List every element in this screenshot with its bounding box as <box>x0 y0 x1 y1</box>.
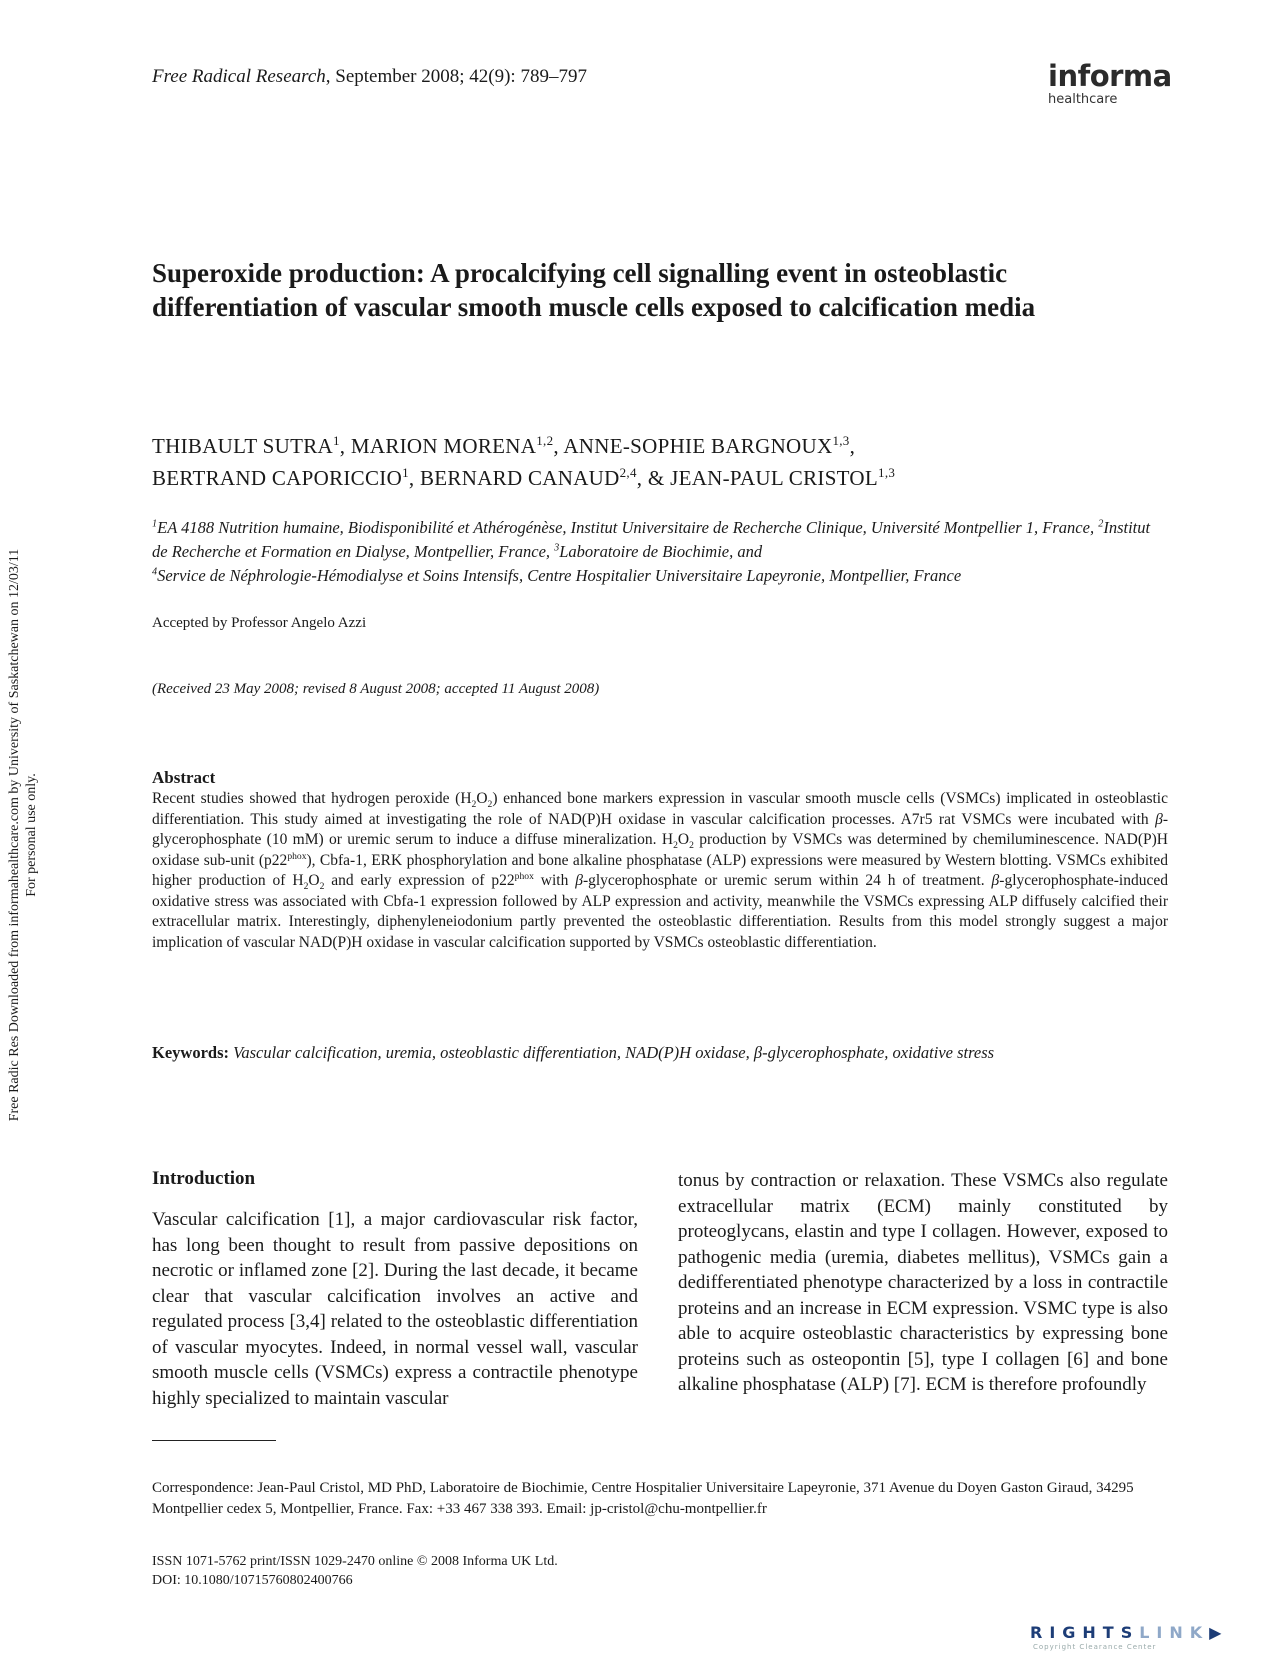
author-affil-mark: 1,2 <box>536 433 554 448</box>
affil-number: 2 <box>1098 518 1104 530</box>
abstract-body: Recent studies showed that hydrogen peroxide $(H_2O_2)$ enhanced bone markers expression in vascular smooth muscle cells (VSMCs) implicated in osteoblastic differentiation. This study aimed at investigating the role of NAD(P)H oxidase in vascular calcification processes. A7r5 rat VSMCs were incubated with β-glycerophosphate (10 mM) or uremic serum to induce a diffuse mineralization. $H_2O_2$ production by VSMCs was determined by chemiluminescence. NAD(P)H oxidase sub-unit $(p22^{phox})$, Cbfa-1, ERK phosphorylation and bone alkaline phosphatase (ALP) expressions were measured by Western blotting. VSMCs exhibited higher production of $H_2O_2$ and early expression of $p22^{phox}$ with β-glycerophosphate or uremic serum within 24 h of treatment. β-glycerophosphate-induced oxidative stress was associated with Cbfa-1 expression followed by ALP expression and activity, meanwhile the VSMCs expressing ALP diffusely calcified their extracellular matrix. Interestingly, diphenyleneiodonium partly prevented the osteoblastic differentiation. Results from this model strongly suggest a major implication of vascular NAD(P)H oxidase in vascular calcification supported by VSMCs osteoblastic differentiation. <box>152 790 1168 951</box>
issn-doi <box>152 1552 558 1590</box>
affil-text: EA 4188 Nutrition humaine, Biodisponibilité et Athérogénèse, Institut Universitaire de Recherche Clinique, Université Montpellier 1, France, <box>157 518 1099 537</box>
author-affil-mark: 1,3 <box>878 465 896 480</box>
affiliations <box>152 516 1168 588</box>
doi-line: DOI: 10.1080/10715760802400766 <box>152 1573 353 1588</box>
author: THIBAULT SUTRA <box>152 434 333 458</box>
journal-name: Free Radical Research <box>152 66 326 87</box>
correspondence-note: Correspondence: Jean-Paul Cristol, MD PhD, Laboratoire de Biochimie, Centre Hospitalier Universitaire Lapeyronie, 371 Avenue du Doyen Gaston Giraud, 34295 Montpellier cedex 5, Montpellier, France. Fax: +33 467 338 393. Email: jp-cristol@chu-montpellier.fr <box>152 1480 1134 1517</box>
affil-text: Service de Néphrologie-Hémodialyse et Soins Intensifs, Centre Hospitalier Universitaire Lapeyronie, Montpellier, France <box>157 566 962 585</box>
article-title: Superoxide production: A procalcifying cell signalling event in osteoblastic differentiation of vascular smooth muscle cells exposed to calcification media <box>152 258 1036 322</box>
author-affil-mark: 1 <box>332 433 340 448</box>
affil-number: 3 <box>554 542 560 554</box>
author-affil-mark: 1 <box>402 465 409 480</box>
watermark-line: Free Radic Res Downloaded from informahealthcare.com by University of Saskatchewan on 12/03/11 <box>7 548 22 1122</box>
logo-main-text: informa <box>1048 59 1172 93</box>
issn-line: ISSN 1071-5762 print/ISSN 1029-2470 online © 2008 Informa UK Ltd. <box>152 1554 558 1569</box>
footnote-divider <box>152 1440 276 1441</box>
author-affil-mark: 2,4 <box>619 465 637 480</box>
author: MARION MORENA <box>350 434 537 458</box>
watermark-line: For personal use only. <box>24 773 39 897</box>
intro-column-2: tonus by contraction or relaxation. These VSMCs also regulate extracellular matrix (ECM) mainly constituted by proteoglycans, elastin and type I collagen. However, exposed to pathogenic media (uremia, diabetes mellitus), VSMCs gain a dedifferentiated phenotype characterized by a loss in contractile proteins and an increase in ECM expression. VSMC type is also able to acquire osteoblastic characteristics by expressing bone proteins such as osteopontin [5], type I collagen [6] and bone alkaline phosphatase (ALP) [7]. ECM is therefore profoundly <box>678 1170 1168 1395</box>
affil-number: 1 <box>152 518 158 530</box>
author: & JEAN-PAUL CRISTOL <box>647 466 879 490</box>
affil-number: 4 <box>152 566 158 578</box>
accepted-by: Accepted by Professor Angelo Azzi <box>152 615 367 631</box>
author: BERNARD CANAUD <box>419 466 620 490</box>
abstract-heading: Abstract <box>152 768 216 787</box>
informa-logo <box>1048 59 1172 107</box>
logo-sub-text: healthcare <box>1048 92 1118 107</box>
affil-text: Laboratoire de Biochimie, and <box>559 542 763 561</box>
journal-citation <box>152 66 587 88</box>
rightslink-logo[interactable]: RIGHTSLINK▶ <box>1030 1623 1229 1642</box>
introduction-heading: Introduction <box>152 1168 256 1189</box>
rightslink-text: LINK <box>1139 1623 1210 1642</box>
rightslink-subtitle: Copyright Clearance Center <box>1033 1643 1157 1651</box>
rightslink-text: RIGHTS <box>1030 1623 1140 1642</box>
author: BERTRAND CAPORICCIO <box>152 466 403 490</box>
affil-text: Institut de Recherche et Formation en Dialyse, Montpellier, France, <box>152 518 1151 561</box>
keywords <box>152 1040 1168 1065</box>
download-watermark <box>6 485 40 1185</box>
author-affil-mark: 1,3 <box>832 433 850 448</box>
keywords-label: Keywords: <box>152 1043 229 1062</box>
issue-info: , September 2008; 42(9): 789–797 <box>325 66 587 87</box>
author: ANNE-SOPHIE BARGNOUX <box>563 434 833 458</box>
author-list: THIBAULT SUTRA$^1$, MARION MORENA$^{1,2}$, ANNE-SOPHIE BARGNOUX$^{1,3}$, BERTRAND CAPORICCIO$^1$, BERNARD CANAUD$^{2,4}$, & JEAN-PAUL CRISTOL$^{1,3}$ <box>152 433 896 490</box>
keywords-text: Vascular calcification, uremia, osteoblastic differentiation, NAD(P)H oxidase, β-glycerophosphate, oxidative stress <box>233 1043 995 1062</box>
intro-column-1: Vascular calcification [1], a major cardiovascular risk factor, has long been thought to result from passive depositions on necrotic or inflamed zone [2]. During the last decade, it became clear that vascular calcification involves an active and regulated process [3,4] related to the osteoblastic differentiation of vascular myocytes. Indeed, in normal vessel wall, vascular smooth muscle cells (VSMCs) express a contractile phenotype highly specialized to maintain vascular <box>152 1209 638 1409</box>
received-dates: (Received 23 May 2008; revised 8 August 2008; accepted 11 August 2008) <box>152 681 600 697</box>
